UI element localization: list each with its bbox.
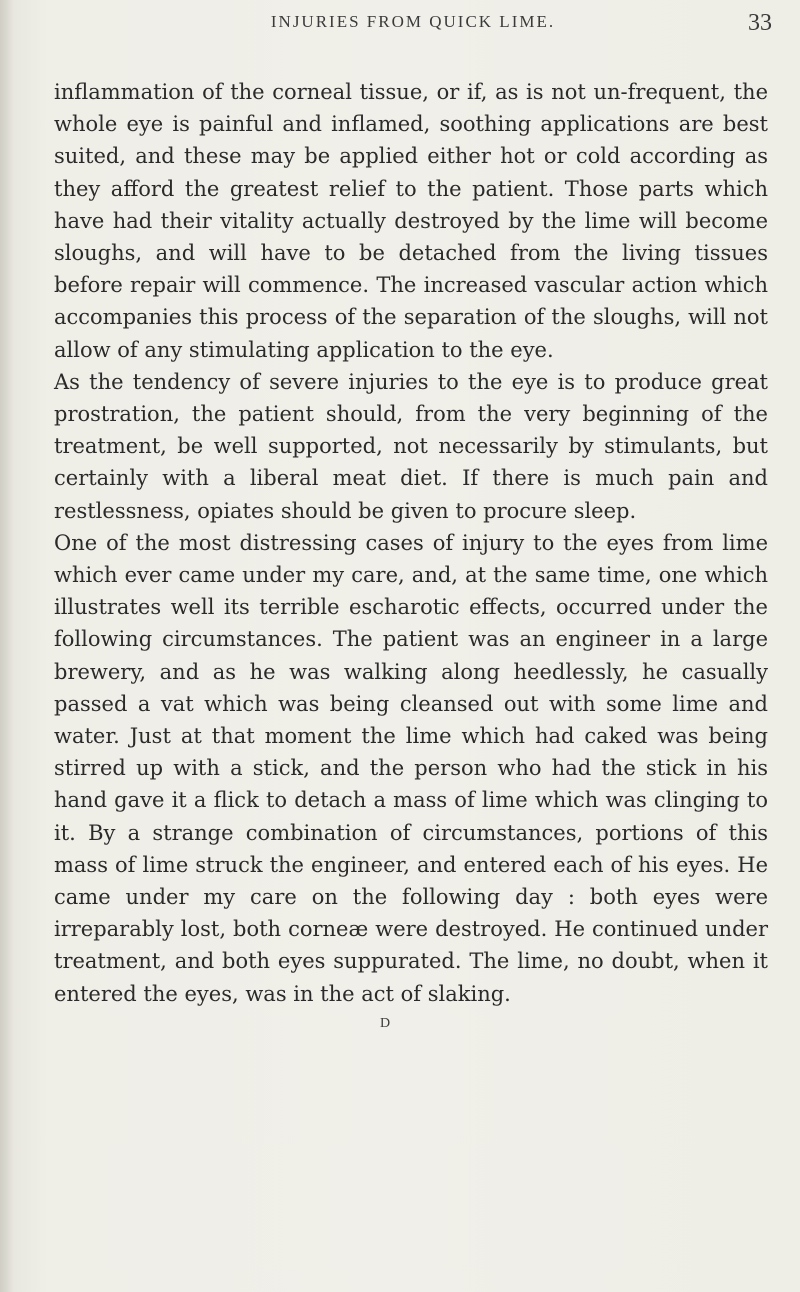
paragraph-case-report: One of the most distressing cases of injury to the eyes from lime which ever came under my care, and, at the same time, one which illustrates well its terrible escharotic effects, occurred under the following circumstances. The patient was an engineer in a large brewery, and as he was walking along heedlessly, he casually passed a vat which was being cleansed out with some lime and water. Just at that moment the lime which had caked was being stirred up with a stick, and the person who had the stick in his hand gave it a flick to detach a mass of lime which was clinging to it. By a strange combination of circumstances, portions of this mass of lime struck the engineer, and entered each of his eyes. He came under my care on the following day : both eyes were irreparably lost, both corneæ were destroyed. He continued under treatment, and both eyes suppurated. The lime, no doubt, when it entered the eyes, was in the act of slaking. (54, 530, 768, 1006)
running-head (54, 10, 772, 40)
body-text (54, 76, 768, 1010)
page-number: 33 (748, 10, 772, 36)
signature-mark: D (380, 1016, 391, 1031)
running-title: INJURIES FROM QUICK LIME. (270, 12, 556, 31)
gutter-shadow (0, 0, 14, 1292)
paragraph-treatment: inflammation of the corneal tissue, or if, as is not un-frequent, the whole eye is painful and inflamed, soothing applications are best suited, and these may be applied either hot or cold according as they afford the greatest relief to the patient. Those parts which have had their vitality actually destroyed by the lime will become sloughs, and will have to be detached from the living tissues before repair will commence. The increased vascular action which accompanies this process of the separation of the sloughs, will not allow of any stimulating application to the eye. (54, 80, 768, 362)
paragraph-prostration: As the tendency of severe injuries to the eye is to produce great prostration, the patient should, from the very beginning of the treatment, be well supported, not necessarily by stimulants, but certainly with a liberal meat diet. If there is much pain and restlessness, opiates should be given to procure sleep. (54, 369, 768, 523)
